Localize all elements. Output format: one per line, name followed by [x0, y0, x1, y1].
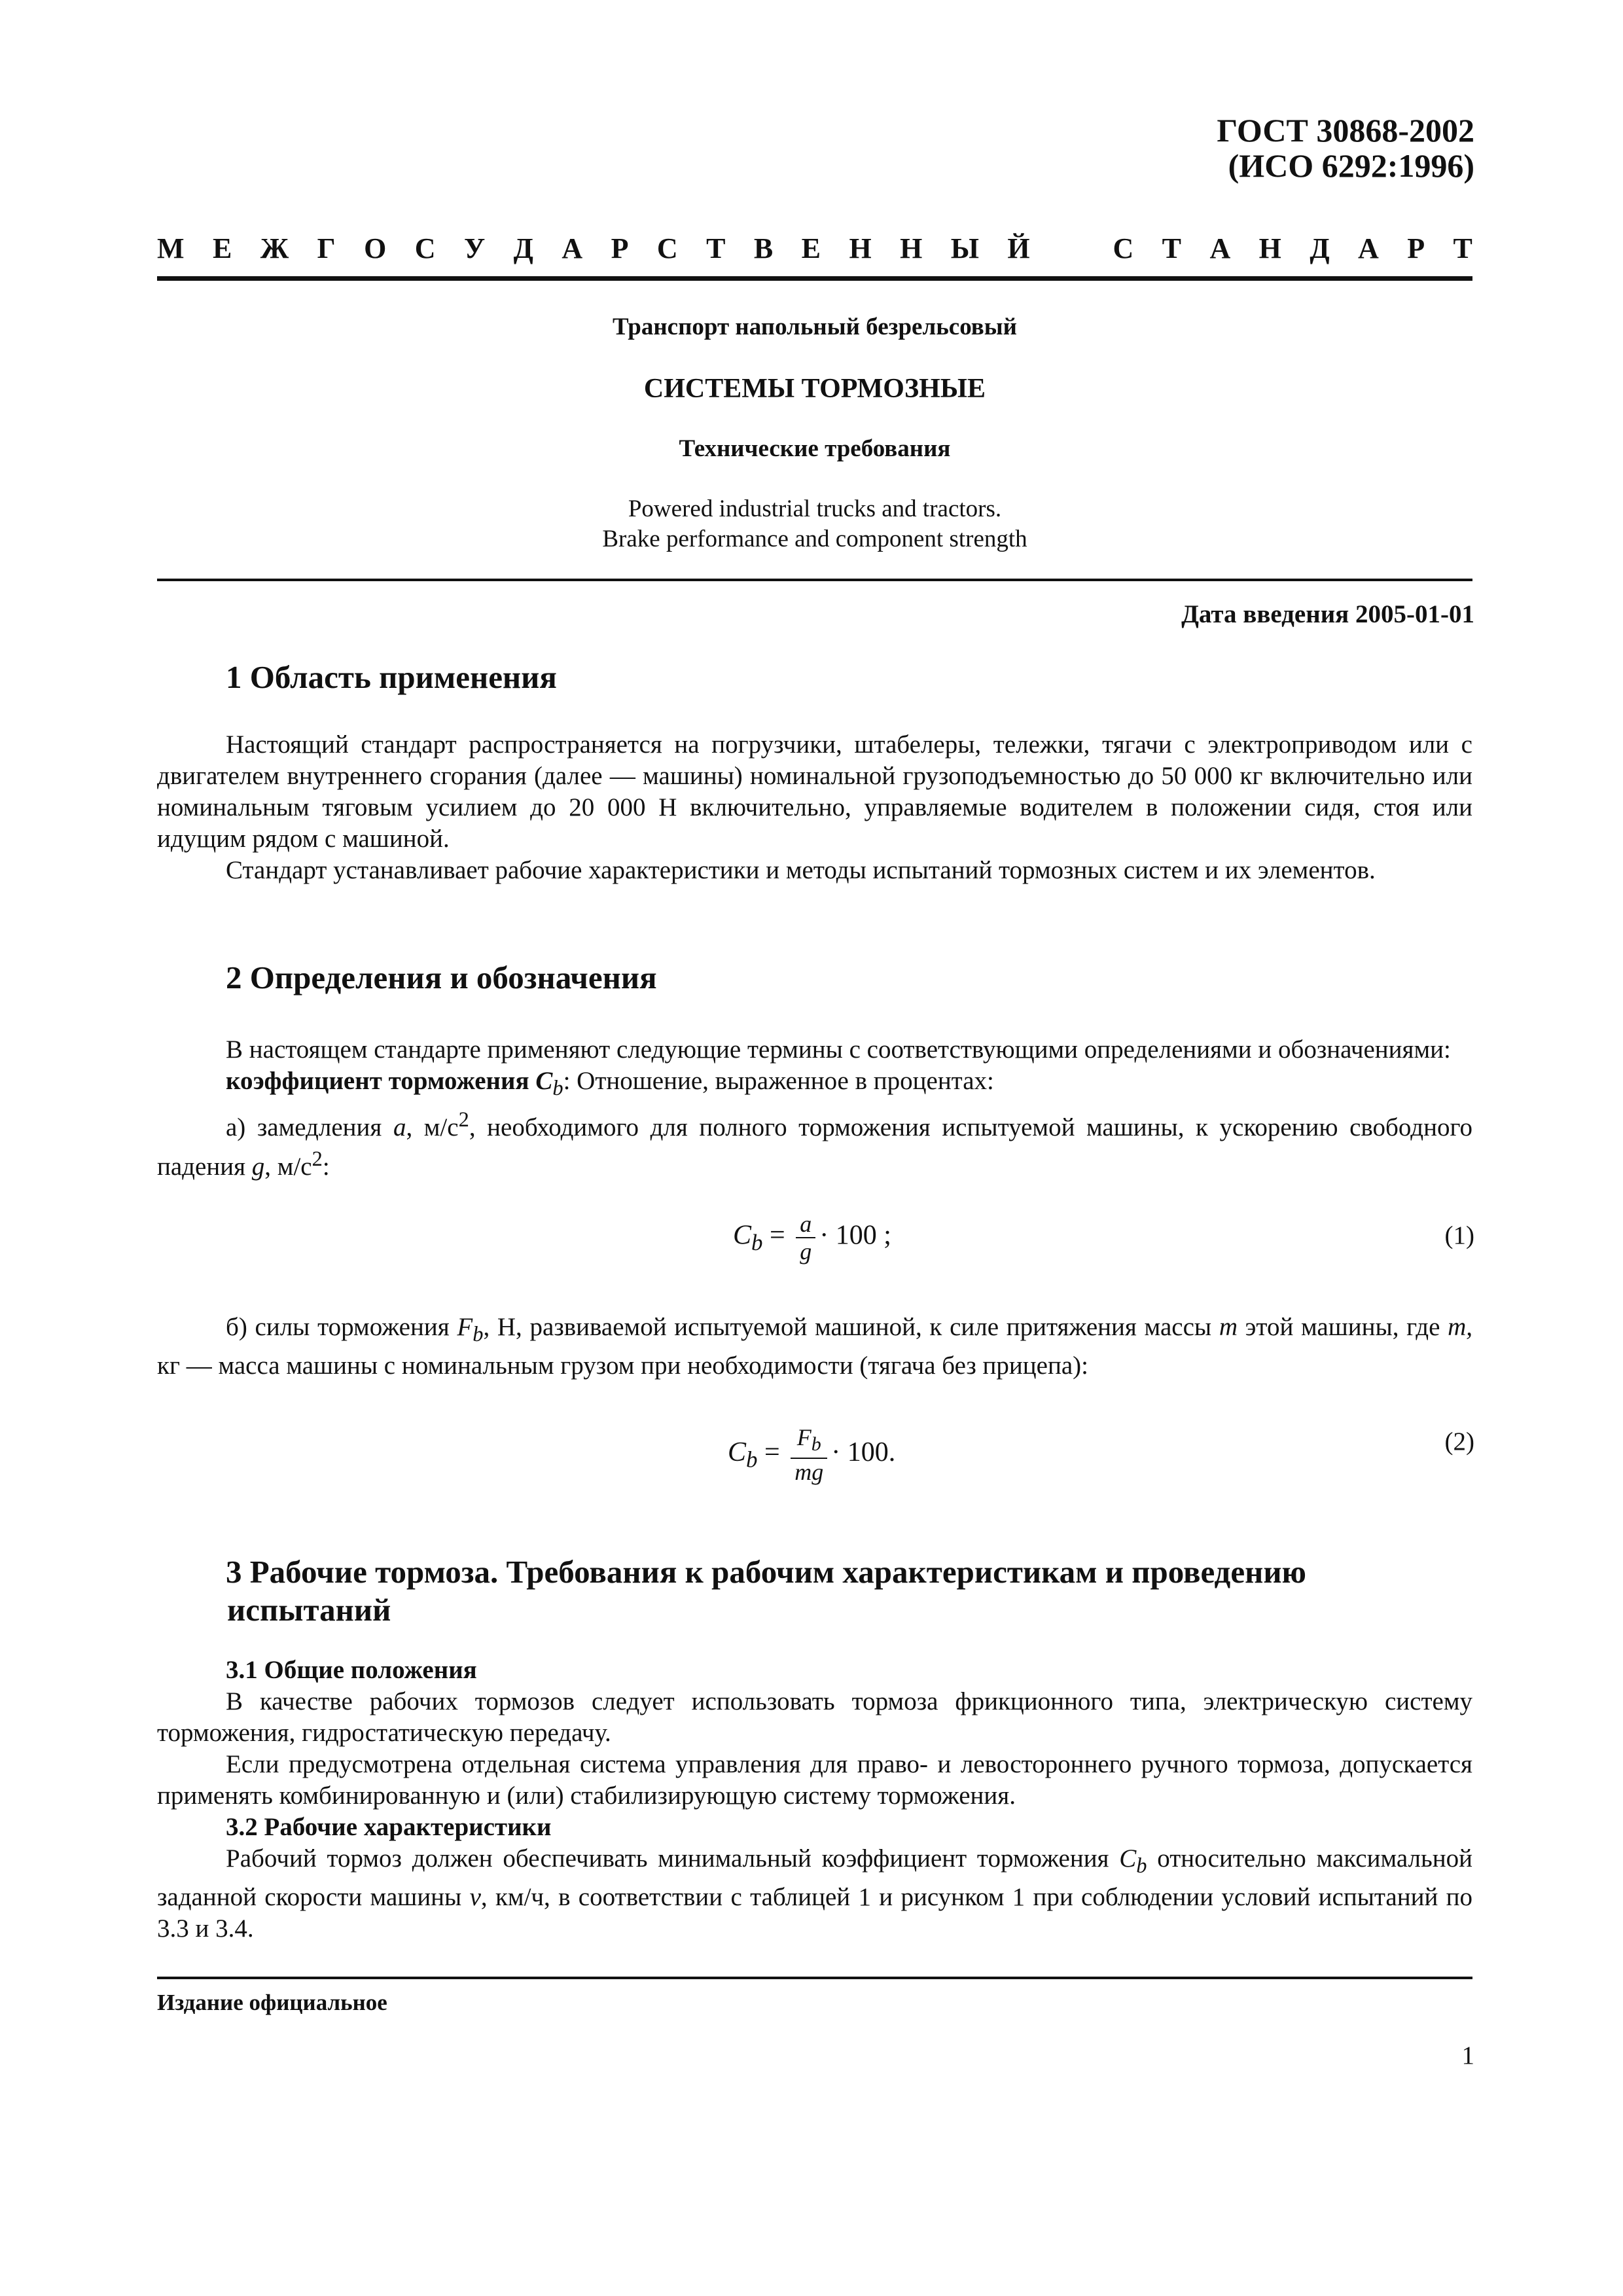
term-definition-text: : Отношение, выраженное в процентах: [563, 1067, 994, 1095]
subsection-3-1-heading: 3.1 Общие положения [226, 1656, 477, 1684]
banner-letter: А [1209, 232, 1231, 264]
paragraph: В качестве рабочих тормозов следует использовать тормоза фрикционного типа, электрическую систему торможения, гидростатическую передачу. [157, 1687, 1472, 1747]
term-definition [157, 1066, 1472, 1104]
var: m, [1448, 1313, 1473, 1341]
banner-letter: А [1358, 232, 1379, 264]
banner-letter: Ж [260, 232, 289, 264]
formula-tail: · 100. [831, 1437, 896, 1468]
var: C [1119, 1844, 1137, 1873]
var: g [251, 1152, 265, 1181]
banner-letter: Ы [950, 232, 979, 264]
banner-letter: С [414, 232, 436, 264]
banner-letter: Г [317, 232, 336, 264]
subscript: b [1136, 1854, 1147, 1878]
term: коэффициент торможения [226, 1067, 529, 1095]
paragraph: Настоящий стандарт распространяется на погрузчики, штабелеры, тележки, тягачи с электроприводом или с двигателем внутреннего сгорания (далее — машины) номинальной грузоподъемностью до 50 000 кг включительно или номинальным тяговым усилием до 20 000 Н включительно, управляемые водителем в положении сидя, стоя или идущим рядом с машиной. [157, 730, 1472, 853]
banner-letter: С [1113, 232, 1134, 264]
var: m [1219, 1313, 1238, 1341]
title-line-3: Технические требования [679, 435, 951, 462]
title-line-1: Транспорт напольный безрельсовый [613, 314, 1017, 340]
subsection-3-2-heading: 3.2 Рабочие характеристики [226, 1813, 552, 1841]
banner-letter: Е [801, 232, 821, 264]
formula-subscript: b [751, 1230, 763, 1256]
banner-letter: Е [212, 232, 232, 264]
text: : [322, 1152, 330, 1181]
numerator-var: F [796, 1424, 812, 1450]
var: F [457, 1313, 473, 1341]
banner-letter: Д [513, 232, 533, 264]
heading-line: испытаний [227, 1592, 391, 1628]
banner-letter: Р [611, 232, 629, 264]
text: этой машины, где [1237, 1313, 1448, 1341]
banner-letter: Т [1162, 232, 1182, 264]
banner-letter: Н [900, 232, 923, 264]
section-2-body [157, 1034, 1472, 1183]
title-line-2: СИСТЕМЫ ТОРМОЗНЫЕ [643, 374, 986, 404]
section-1-heading: 1 Область применения [226, 659, 557, 695]
english-title [157, 494, 1472, 554]
banner-letter: О [364, 232, 387, 264]
equation-number-2: (2) [1444, 1427, 1474, 1456]
banner-letter: У [463, 232, 486, 264]
denominator: g [800, 1238, 812, 1265]
text: а) замедления [226, 1113, 393, 1141]
paragraph [157, 1843, 1472, 1945]
superscript: 2 [312, 1147, 323, 1171]
item-b [157, 1312, 1472, 1382]
section-3-body [157, 1655, 1472, 1945]
banner-gap [1058, 230, 1084, 267]
text: , м/с [406, 1113, 459, 1141]
equals: = [757, 1437, 787, 1468]
numerator: a [796, 1211, 815, 1238]
formula-subscript: b [746, 1446, 758, 1473]
banner-letter: Д [1310, 232, 1330, 264]
gost-number: ГОСТ 30868-2002 [1217, 112, 1474, 149]
text: б) силы торможения [226, 1313, 457, 1341]
text: кг — масса машины с номинальным грузом при необходимости (тягача без прицепа): [157, 1351, 1088, 1380]
text: , км/ч, в соответствии с таблицей 1 и рисунком 1 при соблюдении условий испытаний по 3.3 и 3.4. [157, 1882, 1473, 1943]
text: относительно максимальной заданной скорости машины [157, 1844, 1472, 1911]
formula-1 [733, 1211, 891, 1265]
superscript: 2 [458, 1107, 469, 1132]
introduction-date: Дата введения 2005-01-01 [1181, 600, 1474, 628]
banner-letter: Н [849, 232, 872, 264]
title-rule [157, 579, 1472, 581]
term-symbol: C [535, 1067, 553, 1095]
banner-letter: Р [1407, 232, 1425, 264]
formula-tail: · 100 ; [819, 1220, 891, 1251]
var: v [469, 1882, 481, 1911]
banner-letter: Т [706, 232, 726, 264]
item-b-text [157, 1312, 1472, 1382]
subscript: b [473, 1322, 484, 1346]
banner-letter: А [562, 232, 583, 264]
text: , м/с [264, 1152, 312, 1181]
numerator [791, 1424, 827, 1459]
paragraph: Стандарт устанавливает рабочие характеристики и методы испытаний тормозных систем и их элементов. [226, 856, 1376, 884]
official-edition-label: Издание официальное [157, 1990, 387, 2015]
text: Рабочий тормоз должен обеспечивать минимальный коэффициент торможения [226, 1844, 1120, 1873]
paragraph: Если предусмотрена отдельная система управления для право- и левостороннего ручного тормоза, допускается применять комбинированную и (или) стабилизирующую систему торможения. [157, 1750, 1472, 1810]
standard-number [1217, 113, 1474, 183]
english-title-line-1: Powered industrial trucks and tractors. [628, 495, 1002, 522]
term-subscript: b [552, 1076, 563, 1100]
fraction [791, 1424, 827, 1485]
iso-number: (ИСО 6292:1996) [1228, 147, 1474, 184]
banner-rule [157, 276, 1472, 281]
banner-letter: Н [1258, 232, 1281, 264]
section-3-heading [226, 1553, 1482, 1629]
text: , необходимого для полного торможения испытуемой машины, к ускорению свободного падения [157, 1113, 1473, 1181]
heading-line: 3 Рабочие тормоза. Требования к рабочим характеристикам и проведению [226, 1554, 1306, 1590]
banner-letter: В [753, 232, 774, 264]
numerator-subscript: b [811, 1433, 821, 1456]
banner-letter: С [656, 232, 678, 264]
section-2-heading: 2 Определения и обозначения [226, 960, 657, 996]
footer-rule [157, 1977, 1472, 1979]
english-title-line-2: Brake performance and component strength [602, 526, 1027, 552]
page-number: 1 [1461, 2041, 1474, 2070]
formula-2 [728, 1424, 895, 1485]
fraction [796, 1211, 815, 1265]
formula-lhs: C [733, 1220, 752, 1251]
equation-number-1: (1) [1444, 1221, 1474, 1249]
interstate-standard-banner [157, 230, 1472, 267]
equals: = [762, 1220, 793, 1251]
item-a [157, 1104, 1472, 1183]
banner-letter: Т [1453, 232, 1472, 264]
section-1-body [157, 729, 1472, 886]
denominator: mg [794, 1459, 824, 1486]
text: , Н, развиваемой испытуемой машиной, к силе притяжения массы [483, 1313, 1219, 1341]
banner-letter: Й [1007, 232, 1030, 264]
banner-letter: М [157, 232, 185, 264]
var: a [393, 1113, 406, 1141]
paragraph: В настоящем стандарте применяют следующие термины с соответствующими определениями и обозначениями: [226, 1035, 1451, 1064]
formula-lhs: C [728, 1437, 747, 1468]
